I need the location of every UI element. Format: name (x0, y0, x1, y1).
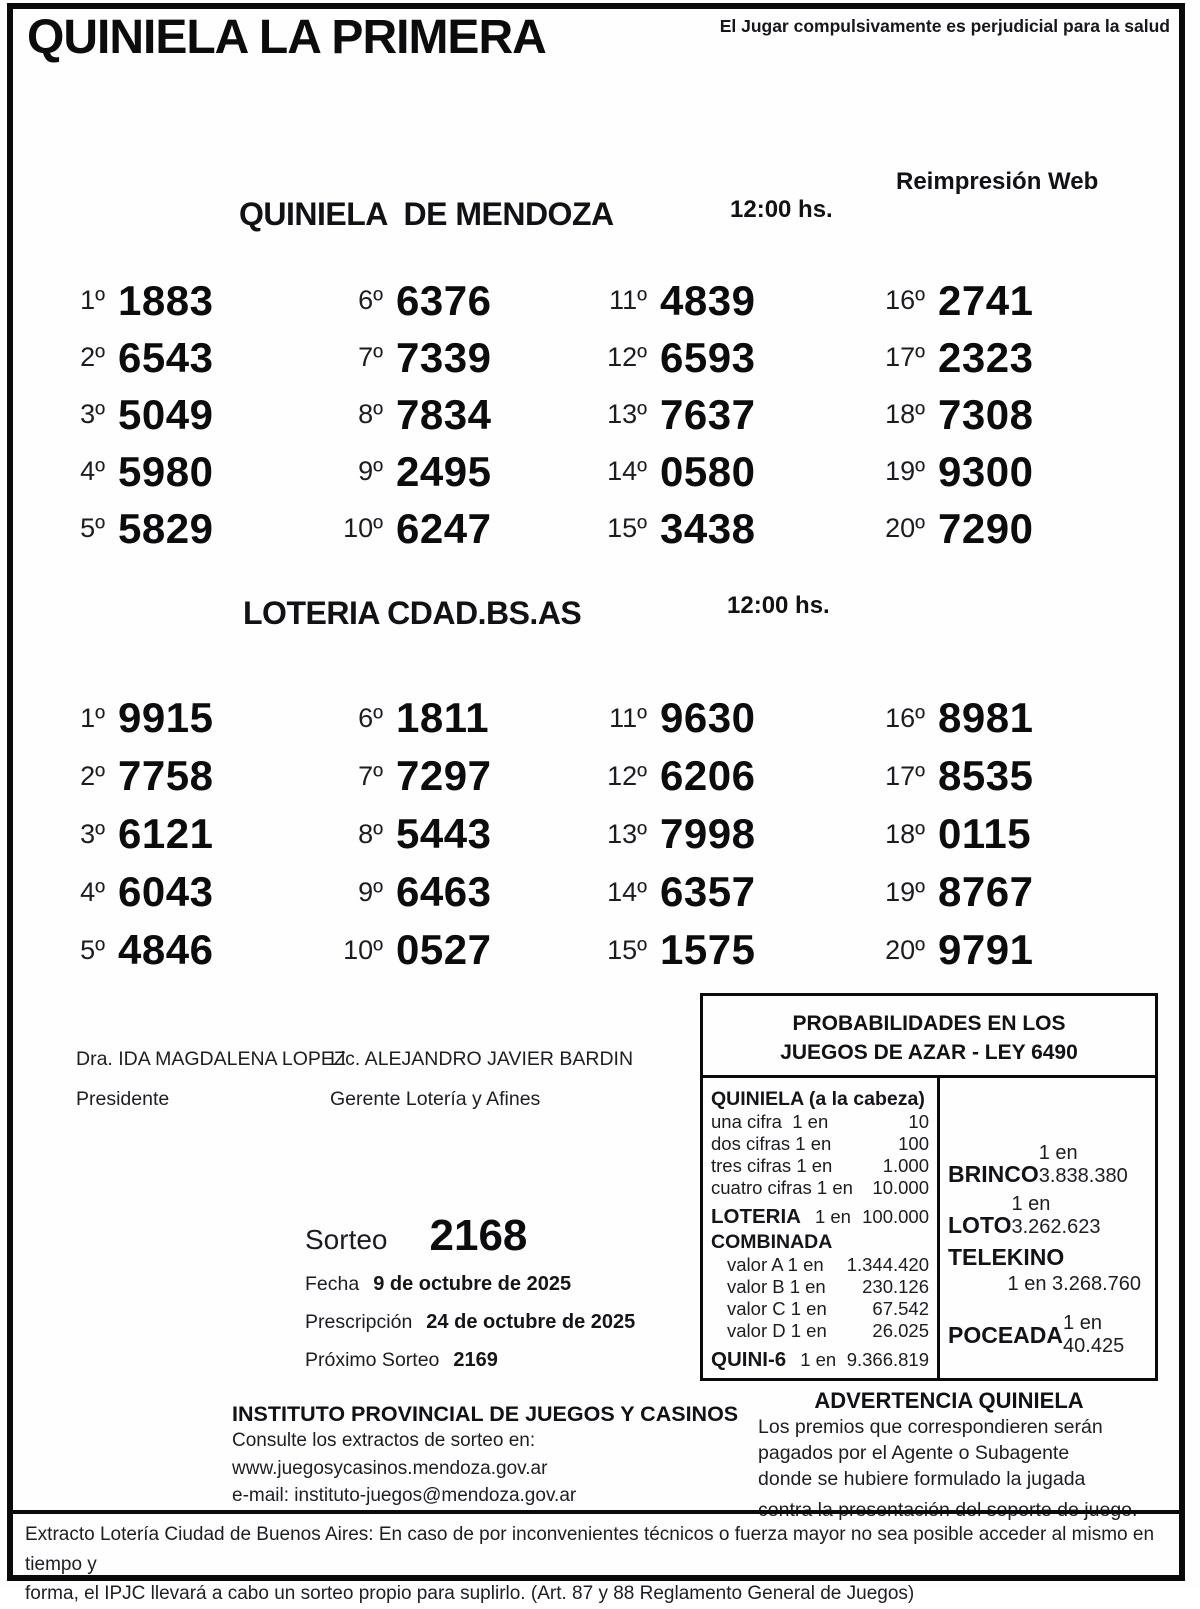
result-cell (338, 443, 602, 500)
result-position: 18º (885, 399, 925, 429)
prob-game-value: 1 en 3.268.760 (1007, 1273, 1141, 1295)
result-position: 13º (607, 818, 647, 849)
prob-row (711, 1177, 929, 1199)
result-cell (338, 747, 602, 805)
result-cell (60, 863, 338, 921)
draw-info-block (305, 1211, 636, 1375)
result-cell (602, 863, 880, 921)
official-manager (330, 1048, 633, 1111)
fecha-label: Fecha (305, 1273, 360, 1295)
advertencia-line: donde se hubiere formulado la jugada (758, 1468, 1086, 1490)
result-number: 6206 (660, 752, 756, 799)
result-cell (602, 329, 880, 386)
official-president (76, 1048, 346, 1111)
result-position: 5º (80, 513, 105, 543)
prob-row-label: dos cifras 1 en (711, 1133, 832, 1154)
prob-row-value: 26.025 (872, 1320, 929, 1341)
result-cell (602, 921, 880, 979)
result-cell (602, 689, 880, 747)
prob-row (711, 1298, 929, 1320)
prob-game-name: QUINI-6 (711, 1348, 787, 1371)
prob-row-value: 230.126 (862, 1276, 929, 1297)
official-role: Gerente Lotería y Afines (330, 1088, 541, 1110)
result-position: 10º (343, 513, 383, 543)
probabilities-box (700, 993, 1158, 1381)
result-cell (602, 272, 880, 329)
advertencia-line: Los premios que correspondieren serán (758, 1416, 1103, 1438)
result-number: 9915 (118, 694, 214, 741)
result-position: 19º (885, 456, 925, 486)
result-cell (602, 747, 880, 805)
prob-row-label: valor A 1 en (727, 1254, 824, 1275)
prob-row (711, 1276, 929, 1298)
result-position: 9º (358, 456, 383, 486)
result-number: 7290 (938, 504, 1034, 552)
result-position: 18º (885, 818, 925, 849)
document-title: QUINIELA LA PRIMERA (27, 11, 546, 64)
section-time-loteria: 12:00 hs. (727, 592, 830, 619)
advertencia-title: ADVERTENCIA QUINIELA (814, 1388, 1084, 1413)
result-cell (880, 443, 1170, 500)
result-cell (60, 329, 338, 386)
result-number: 3438 (660, 504, 756, 552)
result-position: 7º (358, 760, 383, 791)
prob-row-value: 1.344.420 (846, 1254, 929, 1275)
result-position: 14º (607, 876, 647, 907)
probabilities-title-line1: PROBABILIDADES EN LOS (792, 1012, 1066, 1035)
result-number: 6357 (660, 868, 756, 915)
prob-game (948, 1193, 1141, 1239)
prob-game-row (948, 1142, 1141, 1188)
result-position: 10º (343, 934, 383, 965)
result-cell (880, 689, 1170, 747)
prob-game-row (948, 1244, 1141, 1271)
advertencia-block (758, 1388, 1140, 1523)
prob-row (711, 1111, 929, 1133)
prob-game (948, 1244, 1141, 1296)
result-number: 6593 (660, 333, 756, 381)
prob-row-label: cuatro cifras 1 en (711, 1177, 853, 1198)
institute-name: INSTITUTO PROVINCIAL DE JUEGOS Y CASINOS (232, 1402, 739, 1426)
result-cell (60, 500, 338, 557)
result-cell (338, 921, 602, 979)
prob-row (711, 1204, 929, 1230)
prob-row-label: tres cifras 1 en (711, 1155, 833, 1176)
result-cell (60, 272, 338, 329)
advertencia-line: pagados por el Agente o Subagente (758, 1442, 1070, 1464)
result-number: 0115 (938, 810, 1032, 857)
prob-row-label: una cifra 1 en (711, 1111, 829, 1132)
result-number: 7834 (396, 390, 492, 438)
result-number: 0580 (660, 447, 756, 495)
result-cell (602, 443, 880, 500)
prob-row-value: 100 (898, 1133, 929, 1154)
result-number: 4846 (118, 926, 214, 973)
prob-row-value: 100.000 (862, 1206, 929, 1227)
result-number: 7339 (396, 333, 492, 381)
result-number: 9630 (660, 694, 756, 741)
prob-row-label: valor B 1 en (727, 1276, 826, 1297)
result-number: 5980 (118, 447, 214, 495)
result-number: 4839 (660, 276, 756, 324)
footer-note-line: forma, el IPJC llevará a cabo un sorteo propio para suplirlo. (Art. 87 y 88 Reglamento General de Juegos) (25, 1583, 915, 1604)
result-number: 2323 (938, 333, 1034, 381)
section-title-loteria: LOTERIA CDAD.BS.AS (243, 595, 582, 631)
prob-game-name: BRINCO (948, 1161, 1039, 1187)
result-cell (880, 805, 1170, 863)
result-position: 1º (80, 702, 105, 733)
probabilities-title (703, 996, 1155, 1078)
prob-game-name: LOTERIA (711, 1205, 801, 1228)
results-grid-loteria (60, 689, 1170, 979)
prob-game-row (948, 1193, 1141, 1239)
prob-row-label: valor C 1 en (727, 1298, 827, 1319)
result-number: 2741 (938, 276, 1034, 324)
prob-row-label: valor D 1 en (727, 1320, 827, 1341)
result-position: 5º (80, 934, 105, 965)
official-name: Dra. IDA MAGDALENA LOPEZ (76, 1048, 346, 1070)
prescripcion-label: Prescripción (305, 1311, 413, 1333)
prob-game-value: 1 en 3.262.623 (1011, 1193, 1101, 1238)
result-cell (338, 272, 602, 329)
result-number: 7998 (660, 810, 756, 857)
prob-game-name: LOTO (948, 1212, 1012, 1238)
prob-row-value: 9.366.819 (846, 1349, 929, 1370)
result-number: 6121 (118, 810, 214, 857)
fecha-value: 9 de octubre de 2025 (373, 1273, 572, 1295)
institute-website: www.juegosycasinos.mendoza.gov.ar (232, 1457, 548, 1479)
prob-row (711, 1155, 929, 1177)
official-name: Lic. ALEJANDRO JAVIER BARDIN (330, 1048, 634, 1070)
probabilities-left-column (703, 1078, 940, 1378)
result-position: 20º (885, 513, 925, 543)
result-number: 7758 (118, 752, 214, 799)
footer-note-line: Extracto Lotería Ciudad de Buenos Aires: En caso de por inconvenientes técnicos o fuerza mayor no sea posible acceder al mismo en tiempo y (25, 1524, 1155, 1575)
result-number: 6376 (396, 276, 492, 324)
result-cell (880, 272, 1170, 329)
sorteo-prescripcion-row (305, 1308, 635, 1337)
result-cell (338, 500, 602, 557)
result-cell (602, 805, 880, 863)
result-number: 1811 (396, 694, 490, 741)
sorteo-fecha-row (305, 1270, 635, 1299)
prob-game-name: POCEADA (948, 1321, 1064, 1348)
official-role: Presidente (76, 1088, 170, 1110)
footer-separator (13, 1510, 1179, 1514)
result-position: 17º (885, 342, 925, 372)
result-number: 8535 (938, 752, 1034, 799)
prob-row-value: 67.542 (872, 1298, 929, 1319)
proximo-value: 2169 (453, 1349, 498, 1371)
result-cell (60, 386, 338, 443)
probabilities-title-line2: JUEGOS DE AZAR - LEY 6490 (780, 1041, 1078, 1064)
result-cell (880, 329, 1170, 386)
sorteo-proximo-row (305, 1346, 635, 1375)
health-warning: El Jugar compulsivamente es perjudicial para la salud (719, 16, 1170, 36)
section-title-mendoza: QUINIELA DE MENDOZA (239, 196, 614, 232)
result-position: 2º (80, 760, 105, 791)
result-position: 17º (885, 760, 925, 791)
result-position: 6º (358, 285, 383, 315)
section-time-mendoza: 12:00 hs. (730, 196, 833, 223)
prescripcion-value: 24 de octubre de 2025 (426, 1311, 636, 1333)
sorteo-number: 2168 (429, 1211, 528, 1260)
result-position: 16º (885, 285, 925, 315)
result-cell (880, 500, 1170, 557)
result-number: 2495 (396, 447, 492, 495)
result-position: 4º (80, 456, 105, 486)
result-cell (880, 921, 1170, 979)
result-number: 7297 (396, 752, 492, 799)
result-number: 1883 (118, 276, 214, 324)
result-cell (60, 805, 338, 863)
result-position: 11º (609, 285, 647, 315)
result-number: 6463 (396, 868, 492, 915)
prob-game-row (948, 1312, 1141, 1358)
result-number: 6043 (118, 868, 214, 915)
result-position: 16º (885, 702, 925, 733)
prob-group-header: QUINIELA (a la cabeza) (711, 1088, 925, 1110)
result-cell (880, 386, 1170, 443)
result-cell (338, 386, 602, 443)
prob-row (711, 1320, 929, 1342)
result-number: 6247 (396, 504, 492, 552)
result-position: 8º (358, 399, 383, 429)
prob-row-value: 10.000 (872, 1177, 929, 1198)
prob-row-label: 1 en (800, 1349, 837, 1370)
result-cell (338, 805, 602, 863)
result-number: 7637 (660, 390, 756, 438)
reprint-web-label: Reimpresión Web (896, 168, 1099, 195)
result-cell (338, 863, 602, 921)
result-position: 3º (80, 818, 105, 849)
result-cell (60, 689, 338, 747)
result-number: 1575 (660, 926, 756, 973)
prob-game-value: 1 en 40.425 (1063, 1312, 1125, 1357)
prob-game (948, 1142, 1141, 1188)
result-number: 9300 (938, 447, 1034, 495)
prob-row-label: 1 en (814, 1206, 851, 1227)
sorteo-label: Sorteo (305, 1224, 388, 1255)
result-position: 4º (80, 876, 105, 907)
result-position: 11º (609, 702, 647, 733)
prob-row (711, 1133, 929, 1155)
institute-line: Consulte los extractos de sorteo en: (232, 1430, 536, 1451)
result-number: 5829 (118, 504, 214, 552)
result-position: 12º (607, 342, 647, 372)
probabilities-right-column (940, 1078, 1155, 1378)
footer-note (25, 1520, 1175, 1609)
prob-group-header: COMBINADA (711, 1231, 833, 1253)
result-cell (60, 921, 338, 979)
result-number: 9791 (938, 926, 1034, 973)
result-position: 6º (358, 702, 383, 733)
result-cell (60, 747, 338, 805)
result-cell (60, 443, 338, 500)
result-cell (602, 500, 880, 557)
result-position: 9º (358, 876, 383, 907)
result-cell (338, 329, 602, 386)
result-position: 1º (80, 285, 105, 315)
result-position: 2º (80, 342, 105, 372)
result-cell (880, 863, 1170, 921)
prob-game-name: TELEKINO (948, 1244, 1065, 1270)
result-position: 3º (80, 399, 105, 429)
result-position: 13º (607, 399, 647, 429)
result-number: 5049 (118, 390, 214, 438)
result-position: 15º (607, 934, 647, 965)
institute-block (232, 1402, 738, 1510)
prob-row (711, 1254, 929, 1276)
prob-row-value: 1.000 (882, 1155, 929, 1176)
result-number: 5443 (396, 810, 492, 857)
prob-row (711, 1347, 929, 1373)
prob-game-value: 1 en 3.838.380 (1038, 1142, 1128, 1187)
result-number: 0527 (396, 926, 492, 973)
result-cell (602, 386, 880, 443)
proximo-label: Próximo Sorteo (305, 1349, 440, 1371)
prob-row-value: 10 (908, 1111, 929, 1132)
result-position: 14º (607, 456, 647, 486)
result-position: 20º (885, 934, 925, 965)
results-grid-mendoza (60, 272, 1170, 557)
result-position: 12º (607, 760, 647, 791)
result-position: 7º (358, 342, 383, 372)
result-position: 19º (885, 876, 925, 907)
result-position: 8º (358, 818, 383, 849)
institute-email: e-mail: instituto-juegos@mendoza.gov.ar (232, 1485, 577, 1506)
result-number: 7308 (938, 390, 1034, 438)
result-number: 8981 (938, 694, 1034, 741)
result-number: 8767 (938, 868, 1034, 915)
result-number: 6543 (118, 333, 214, 381)
result-position: 15º (607, 513, 647, 543)
result-cell (880, 747, 1170, 805)
prob-game (948, 1312, 1141, 1358)
result-cell (338, 689, 602, 747)
